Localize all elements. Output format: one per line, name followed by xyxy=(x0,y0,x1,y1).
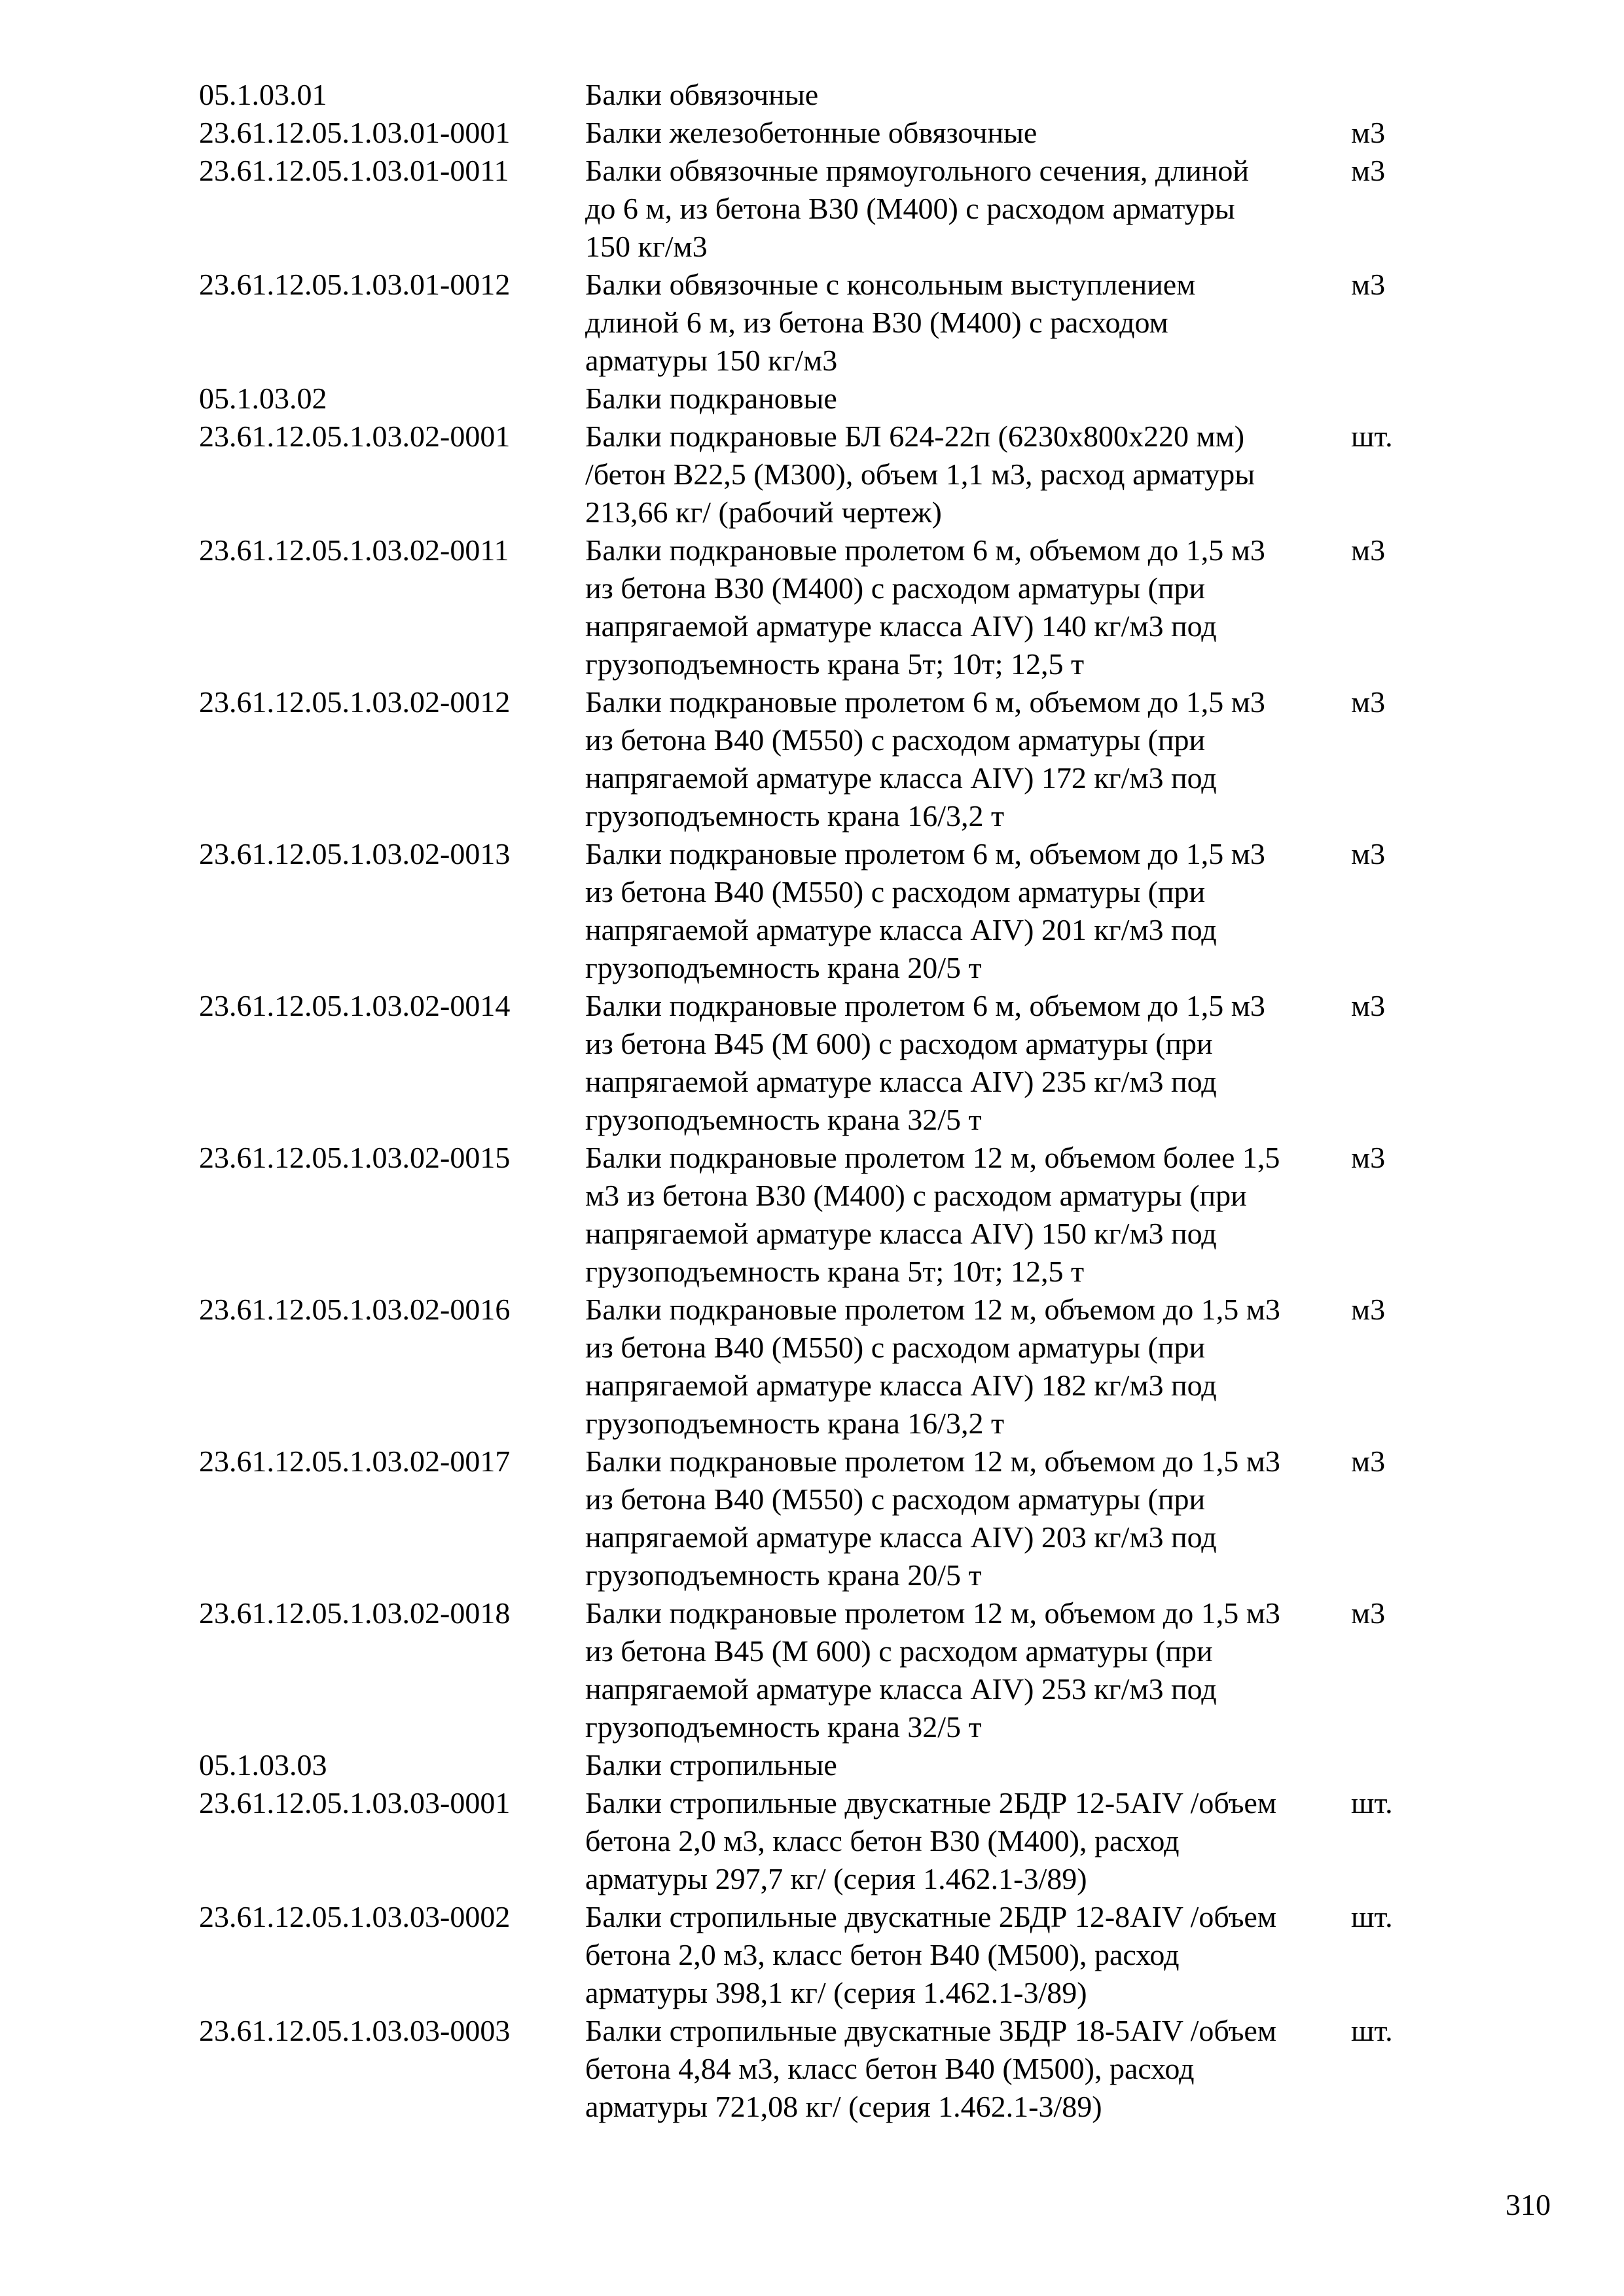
row-unit: м3 xyxy=(1351,1141,1386,1174)
row-unit: м3 xyxy=(1351,268,1386,301)
table-row xyxy=(199,76,1430,114)
row-unit: шт. xyxy=(1351,420,1393,453)
page-number: 310 xyxy=(1506,2188,1551,2221)
row-code: 05.1.03.02 xyxy=(199,382,327,415)
row-description: Балки стропильные двускатные 3БДР 18-5AIV /объем бетона 4,84 м3, класс бетон В40 (М500), расход арматуры 721,08 кг/ (серия 1.462.1-3/89) xyxy=(585,2014,1276,2123)
row-code: 23.61.12.05.1.03.02-0012 xyxy=(199,685,511,719)
row-unit: м3 xyxy=(1351,1293,1386,1326)
table-row xyxy=(199,2012,1430,2126)
row-description: Балки железобетонные обвязочные xyxy=(585,116,1038,149)
table-row xyxy=(199,114,1430,152)
row-description: Балки подкрановые пролетом 6 м, объемом до 1,5 м3 из бетона В40 (М550) с расходом арматуры (при напрягаемой арматуре класса AIV) 172 кг/м3 под грузоподъемность крана 16/3,2 т xyxy=(585,685,1265,833)
row-description: Балки подкрановые пролетом 12 м, объемом до 1,5 м3 из бетона В40 (М550) с расходом арматуры (при напрягаемой арматуре класса AIV) 182 кг/м3 под грузоподъемность крана 16/3,2 т xyxy=(585,1293,1280,1440)
row-unit: м3 xyxy=(1351,837,1386,870)
row-code: 23.61.12.05.1.03.02-0011 xyxy=(199,533,509,567)
row-description: Балки подкрановые xyxy=(585,382,837,415)
row-code: 23.61.12.05.1.03.02-0018 xyxy=(199,1596,511,1630)
row-description: Балки стропильные двускатные 2БДР 12-5AIV /объем бетона 2,0 м3, класс бетон В30 (М400), расход арматуры 297,7 кг/ (серия 1.462.1-3/89) xyxy=(585,1786,1276,1895)
table-row xyxy=(199,683,1430,835)
row-description: Балки подкрановые пролетом 6 м, объемом до 1,5 м3 из бетона В40 (М550) с расходом арматуры (при напрягаемой арматуре класса AIV) 201 кг/м3 под грузоподъемность крана 20/5 т xyxy=(585,837,1265,984)
table-row xyxy=(199,1443,1430,1594)
row-code: 23.61.12.05.1.03.03-0002 xyxy=(199,1900,511,1933)
row-description: Балки подкрановые пролетом 6 м, объемом до 1,5 м3 из бетона В30 (М400) с расходом арматуры (при напрягаемой арматуре класса AIV) 140 кг/м3 под грузоподъемность крана 5т; 10т; 12,5 т xyxy=(585,533,1265,681)
row-description: Балки обвязочные с консольным выступлением длиной 6 м, из бетона В30 (М400) с расходом арматуры 150 кг/м3 xyxy=(585,268,1196,377)
row-unit: м3 xyxy=(1351,685,1386,719)
row-unit: м3 xyxy=(1351,1596,1386,1630)
row-code: 23.61.12.05.1.03.01-0001 xyxy=(199,116,511,149)
row-code: 23.61.12.05.1.03.02-0001 xyxy=(199,420,511,453)
table-row xyxy=(199,152,1430,266)
table-row xyxy=(199,1594,1430,1746)
row-description: Балки стропильные двускатные 2БДР 12-8AIV /объем бетона 2,0 м3, класс бетон В40 (М500), расход арматуры 398,1 кг/ (серия 1.462.1-3/89) xyxy=(585,1900,1276,2009)
row-code: 23.61.12.05.1.03.02-0013 xyxy=(199,837,511,870)
table-row xyxy=(199,531,1430,683)
row-code: 05.1.03.03 xyxy=(199,1748,327,1782)
row-code: 23.61.12.05.1.03.02-0014 xyxy=(199,989,511,1022)
row-code: 05.1.03.01 xyxy=(199,78,327,111)
row-description: Балки подкрановые БЛ 624-22п (6230х800х220 мм) /бетон В22,5 (М300), объем 1,1 м3, расход арматуры 213,66 кг/ (рабочий чертеж) xyxy=(585,420,1255,529)
table-row xyxy=(199,1291,1430,1443)
table-row xyxy=(199,380,1430,418)
row-unit: шт. xyxy=(1351,1786,1393,1820)
row-description: Балки обвязочные xyxy=(585,78,819,111)
row-unit: м3 xyxy=(1351,989,1386,1022)
row-unit: шт. xyxy=(1351,2014,1393,2047)
row-unit: м3 xyxy=(1351,116,1386,149)
row-description: Балки подкрановые пролетом 6 м, объемом до 1,5 м3 из бетона В45 (М 600) с расходом арматуры (при напрягаемой арматуре класса AIV) 235 кг/м3 под грузоподъемность крана 32/5 т xyxy=(585,989,1265,1136)
table-row xyxy=(199,835,1430,987)
table-row xyxy=(199,1784,1430,1898)
table-row xyxy=(199,1139,1430,1291)
row-code: 23.61.12.05.1.03.02-0016 xyxy=(199,1293,511,1326)
table-row xyxy=(199,1898,1430,2012)
row-description: Балки стропильные xyxy=(585,1748,837,1782)
table-row xyxy=(199,266,1430,380)
row-description: Балки обвязочные прямоугольного сечения, длиной до 6 м, из бетона В30 (М400) с расходом арматуры 150 кг/м3 xyxy=(585,154,1250,263)
row-unit: м3 xyxy=(1351,1444,1386,1478)
row-unit: м3 xyxy=(1351,533,1386,567)
price-list-table xyxy=(199,76,1430,2126)
row-description: Балки подкрановые пролетом 12 м, объемом до 1,5 м3 из бетона В40 (М550) с расходом арматуры (при напрягаемой арматуре класса AIV) 203 кг/м3 под грузоподъемность крана 20/5 т xyxy=(585,1444,1280,1592)
table-row xyxy=(199,1746,1430,1784)
row-unit: шт. xyxy=(1351,1900,1393,1933)
row-description: Балки подкрановые пролетом 12 м, объемом более 1,5 м3 из бетона В30 (М400) с расходом арматуры (при напрягаемой арматуре класса AIV) 150 кг/м3 под грузоподъемность крана 5т; 10т; 12,5 т xyxy=(585,1141,1280,1288)
row-code: 23.61.12.05.1.03.01-0011 xyxy=(199,154,509,187)
row-description: Балки подкрановые пролетом 12 м, объемом до 1,5 м3 из бетона В45 (М 600) с расходом арматуры (при напрягаемой арматуре класса AIV) 253 кг/м3 под грузоподъемность крана 32/5 т xyxy=(585,1596,1280,1744)
row-code: 23.61.12.05.1.03.03-0001 xyxy=(199,1786,511,1820)
row-unit: м3 xyxy=(1351,154,1386,187)
row-code: 23.61.12.05.1.03.01-0012 xyxy=(199,268,511,301)
row-code: 23.61.12.05.1.03.02-0017 xyxy=(199,1444,511,1478)
table-row xyxy=(199,418,1430,531)
table-row xyxy=(199,987,1430,1139)
row-code: 23.61.12.05.1.03.02-0015 xyxy=(199,1141,511,1174)
row-code: 23.61.12.05.1.03.03-0003 xyxy=(199,2014,511,2047)
